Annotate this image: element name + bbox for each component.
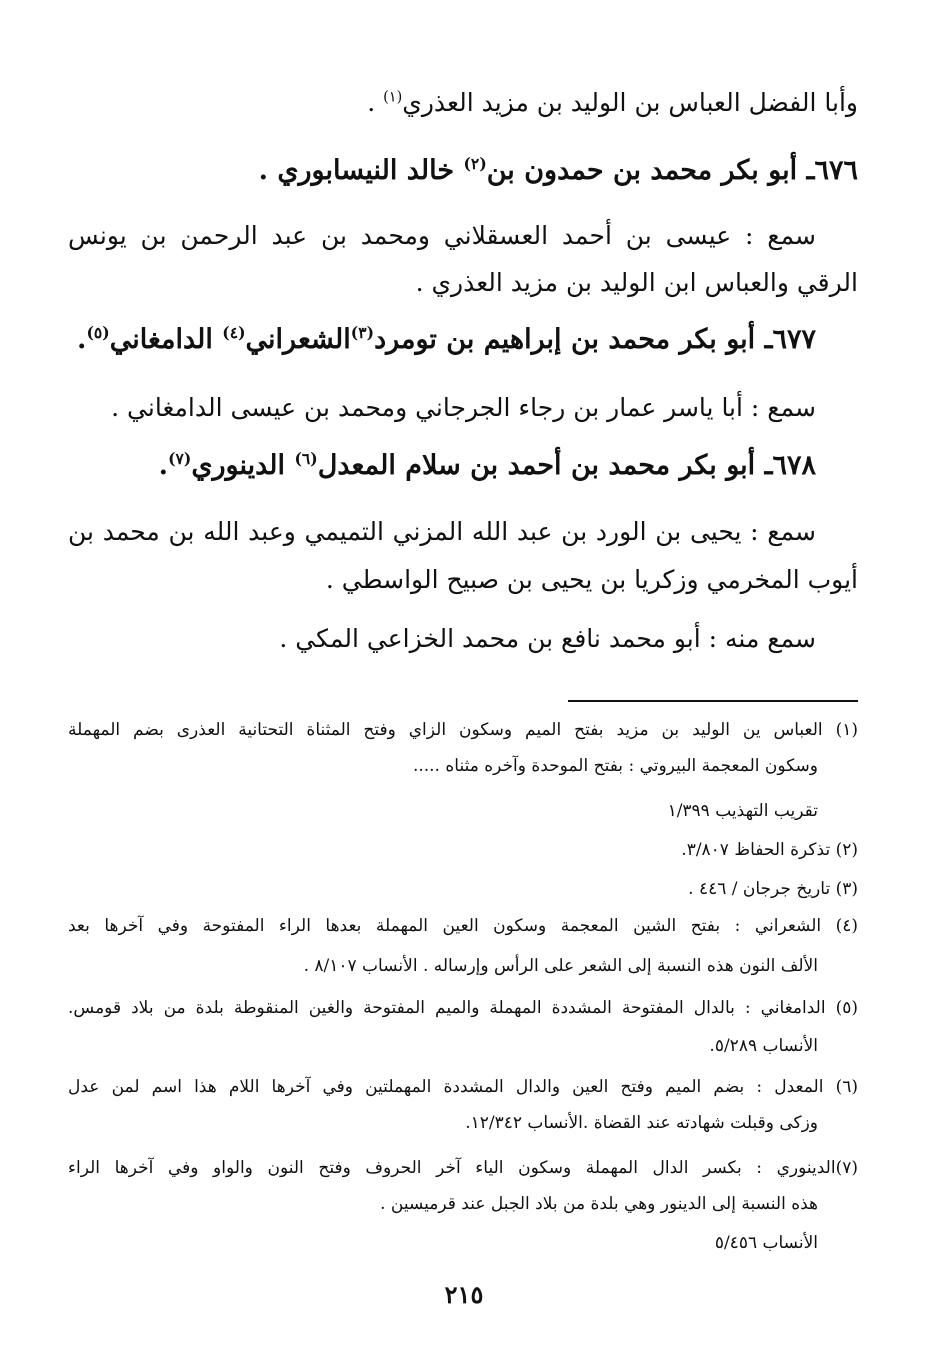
footnote-1-cont bbox=[68, 798, 818, 824]
text-span: . bbox=[158, 450, 169, 481]
footnote-3 bbox=[68, 876, 858, 902]
text-line bbox=[68, 219, 816, 253]
footnote-7-cont bbox=[68, 1191, 818, 1217]
footnote-7 bbox=[68, 1155, 858, 1181]
footnote-7-cont bbox=[68, 1230, 818, 1256]
text-line bbox=[68, 266, 858, 300]
footnote-4 bbox=[68, 913, 858, 939]
footnote-text: هذه النسبة إلى الدينور وهي بلدة من بلاد الجبل عند قرميسين . bbox=[380, 1194, 818, 1214]
footnote-ref: (٢) bbox=[463, 154, 487, 173]
text-span: ٦٧٨ـ أبو بكر محمد بن أحمد بن سلام المعدل bbox=[317, 450, 816, 481]
footnote-ref: (٣) bbox=[350, 323, 375, 342]
text-span: سمع : يحيى بن الورد بن عبد الله المزني التميمي وعبد الله بن محمد بن bbox=[68, 517, 816, 546]
footnote-5-cont bbox=[68, 1033, 818, 1059]
page-number: ٢١٥ bbox=[444, 1280, 484, 1309]
entry-heading-676 bbox=[68, 153, 858, 189]
footnote-text: (١) العباس ين الوليد بن مزيد بفتح الميم وسكون الزاي وفتح المثناة التحتانية العذرى بضم المهملة bbox=[68, 720, 858, 740]
text-span: أيوب المخرمي وزكريا بن يحيى بن صبيح الواسطي . bbox=[325, 565, 858, 594]
footnote-text: وزكى وقبلت شهادته عند القضاة .الأنساب ١٢/٣٤٢. bbox=[465, 1113, 818, 1133]
footnote-ref: (٧) bbox=[168, 449, 192, 468]
text-span: سمع : عيسى بن أحمد العسقلاني ومحمد بن عبد الرحمن بن يونس bbox=[68, 221, 816, 250]
footnote-text: وسكون المعجمة البيروتي : بفتح الموحدة وآخره مثناه ..... bbox=[412, 756, 818, 776]
text-span: ٦٧٧ـ أبو بكر محمد بن إبراهيم بن تومرد bbox=[374, 324, 816, 355]
footnote-text: الألف النون هذه النسبة إلى الشعر على الرأس وإرساله . الأنساب ٨/١٠٧ . bbox=[303, 956, 818, 976]
text-span: الدامغاني bbox=[109, 324, 223, 355]
footnote-text: الأنساب ٥/٢٨٩. bbox=[709, 1036, 818, 1056]
footnote-text: تقريب التهذيب ١/٣٩٩ bbox=[667, 801, 818, 821]
text-span: الدينوري bbox=[191, 450, 295, 481]
text-span: ٦٧٦ـ أبو بكر محمد بن حمدون بن bbox=[486, 155, 858, 186]
footnote-5 bbox=[68, 995, 858, 1021]
entry-heading-678 bbox=[68, 448, 816, 484]
footnote-4-cont bbox=[68, 953, 818, 979]
text-line bbox=[68, 515, 816, 549]
footnote-text: (٤) الشعراني : بفتح الشين المعجمة وسكون العين المهملة بعدها الراء المفتوحة وفي آخرها بعد bbox=[68, 916, 858, 936]
text-span: الشعراني bbox=[245, 324, 351, 355]
text-span: سمع : أبا ياسر عمار بن رجاء الجرجاني ومحمد بن عيسى الدامغاني . bbox=[111, 393, 816, 422]
footnote-1 bbox=[68, 717, 858, 743]
footnote-6-cont bbox=[68, 1110, 818, 1136]
text-span: سمع منه : أبو محمد نافع بن محمد الخزاعي المكي . bbox=[279, 624, 816, 653]
text-line bbox=[68, 86, 858, 120]
footnote-1-cont bbox=[68, 753, 818, 779]
footnote-text: (٣) تاريخ جرجان / ٤٤٦ . bbox=[688, 879, 858, 899]
footnote-text: (٧)الدينوري : بكسر الدال المهملة وسكون الياء آخر الحروف وفتح النون والواو وفي آخرها الراء bbox=[68, 1158, 858, 1178]
text-line bbox=[68, 622, 816, 656]
text-span: . bbox=[367, 88, 384, 117]
footnote-text: (٥) الدامغاني : بالدال المفتوحة المشددة المهملة والميم المفتوحة والغين المنقوطة بلدة من بلاد قومس. bbox=[68, 998, 858, 1018]
footnote-ref: (٦) bbox=[294, 449, 318, 468]
footnote-divider bbox=[568, 700, 858, 702]
footnote-6 bbox=[68, 1074, 858, 1100]
footnote-text: الأنساب ٥/٤٥٦ bbox=[714, 1233, 818, 1253]
text-span: خالد النيسابوري . bbox=[258, 155, 464, 186]
footnote-2 bbox=[68, 837, 858, 863]
entry-heading-677 bbox=[68, 322, 816, 358]
text-line bbox=[68, 391, 816, 425]
text-span: الرقي والعباس ابن الوليد بن مزيد العذري . bbox=[415, 268, 858, 297]
footnote-ref: (٤) bbox=[222, 323, 246, 342]
text-span: وأبا الفضل العباس بن الوليد بن مزيد العذري bbox=[402, 88, 858, 117]
footnote-ref: (١) bbox=[383, 89, 403, 106]
text-line bbox=[68, 563, 858, 597]
footnote-text: (٦) المعدل : بضم الميم وفتح العين والدال المشددة المهملتين وفي آخرها اللام هذا اسم لمن عدل bbox=[68, 1077, 858, 1097]
footnote-ref: (٥) bbox=[86, 323, 110, 342]
footnote-text: (٢) تذكرة الحفاظ ٣/٨٠٧. bbox=[681, 840, 858, 860]
text-span: . bbox=[77, 324, 87, 355]
